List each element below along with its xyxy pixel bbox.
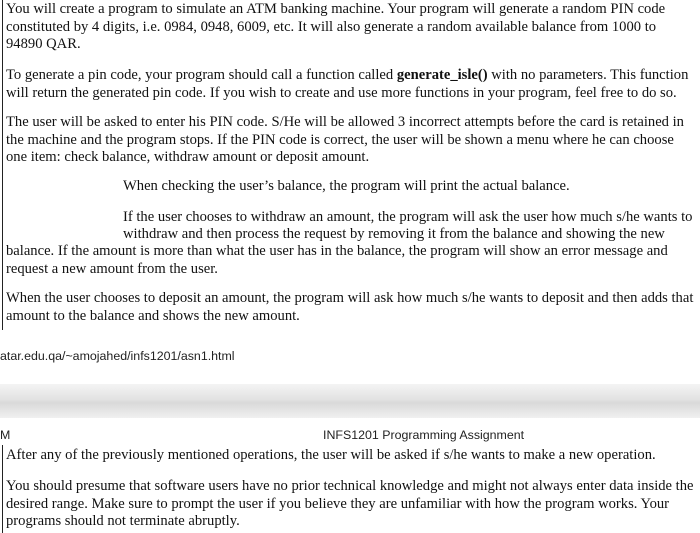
paragraph-deposit: When the user chooses to deposit an amount, the program will ask how much s/he wants to deposit and then adds that amount to the balance and shows the new amount.	[6, 290, 694, 324]
paragraph-user-input: You should presume that software users have no prior technical knowledge and might not always enter data inside the desired range. Make sure to prompt the user if you believe they are unfamiliar with how the program works. Your programs should not terminate abruptly.	[6, 478, 694, 530]
paragraph-pin-entry: The user will be asked to enter his PIN code. S/He will be allowed 3 incorrect attempts before the card is retained in the machine and the program stops. If the PIN code is correct, the user will be shown a menu where he can choose one item: check balance, withdraw amount or deposit amount.	[6, 114, 684, 166]
paragraph-new-operation: After any of the previously mentioned operations, the user will be asked if s/he wants to make a new operation.	[6, 447, 656, 463]
withdraw-rest: balance. If the amount is more than what the user has in the balance, the program will show an error message and request a new amount from the user.	[6, 243, 668, 277]
function-name: generate_isle()	[396, 67, 488, 83]
header-left-fragment: M	[0, 428, 11, 442]
paragraph-intro: You will create a program to simulate an ATM banking machine. Your program will generate a random PIN code constituted by 4 digits, i.e. 0984, 0948, 6009, etc. It will also generate a random available balance from 1000 to 94890 QAR.	[6, 1, 666, 53]
page-separator	[0, 384, 700, 418]
withdraw-line-2: withdraw and then process the request by removing it from the balance and showing the new	[123, 226, 665, 242]
text-segment: with no parameters. This function will return the generated pin code. If you wish to create and use more functions in your program, feel free to do so.	[6, 67, 689, 101]
paragraph-pin-function	[6, 67, 696, 102]
left-margin-line	[2, 445, 3, 533]
document-page-2	[0, 418, 700, 533]
header-title: INFS1201 Programming Assignment	[323, 428, 525, 442]
footer-url: atar.edu.qa/~amojahed/infs1201/asn1.html	[0, 349, 235, 363]
paragraph-check-balance: When checking the user’s balance, the program will print the actual balance.	[123, 178, 570, 194]
left-margin-line	[2, 0, 3, 330]
withdraw-line-1: If the user chooses to withdraw an amount, the program will ask the user how much s/he wants to	[123, 209, 693, 225]
text-segment: To generate a pin code, your program should call a function called	[6, 67, 397, 83]
